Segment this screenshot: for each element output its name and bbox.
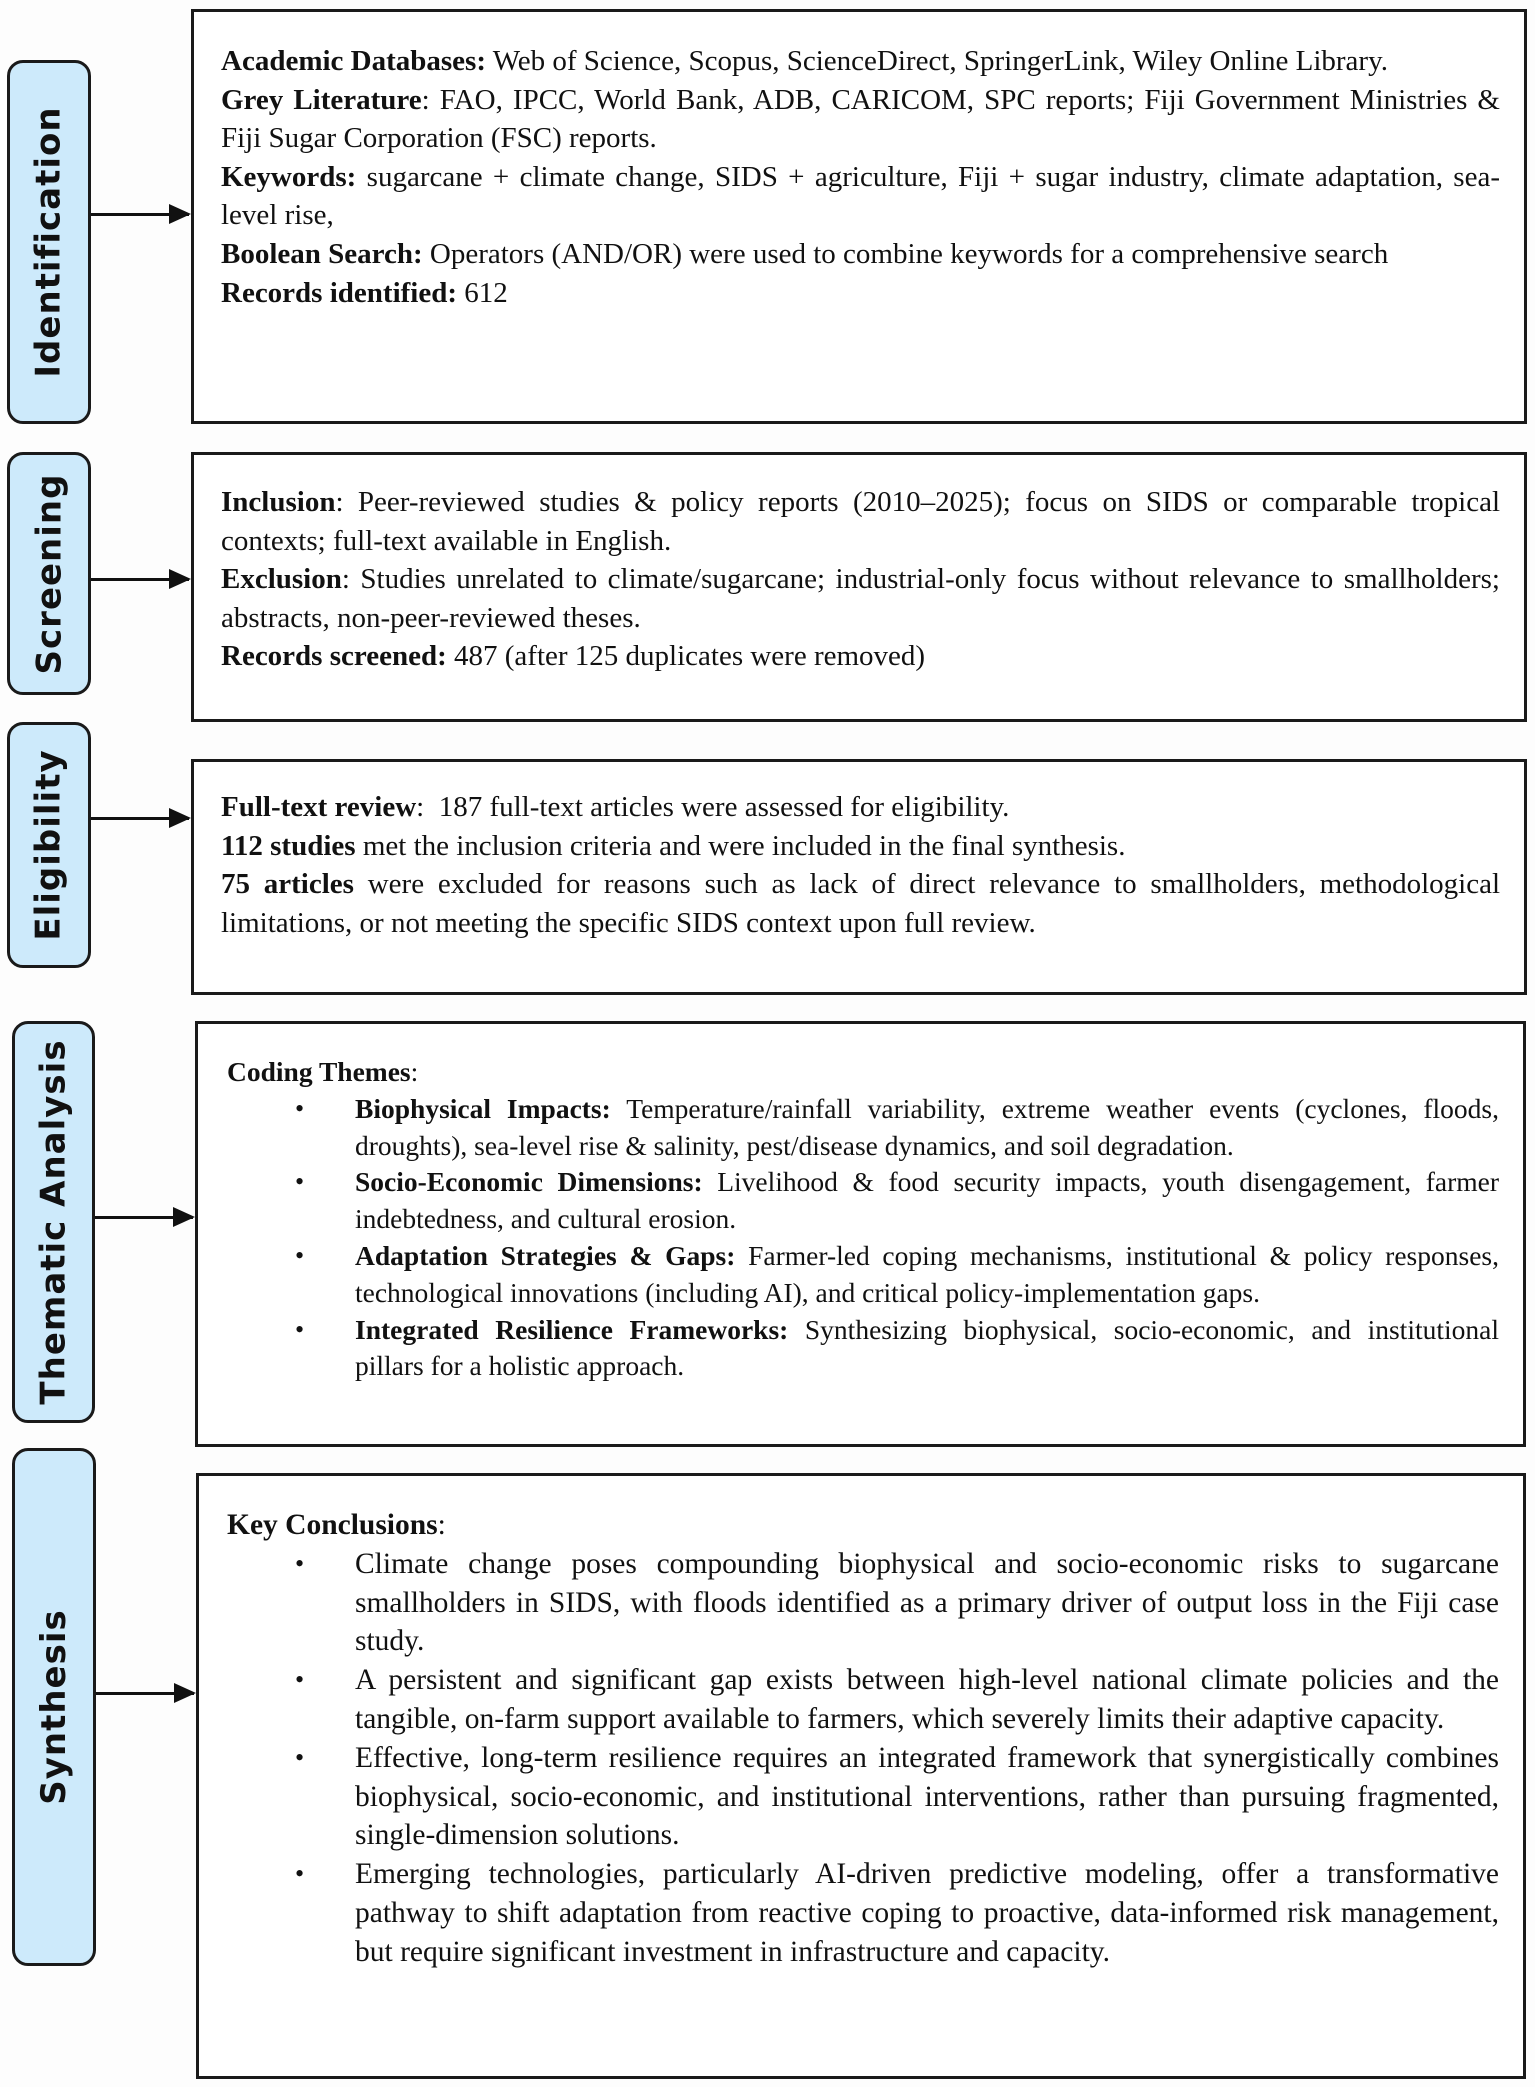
bullet-icon: • xyxy=(295,1665,305,1695)
exclusion-line: Exclusion: Studies unrelated to climate/sugarcane; industrial-only focus without relevance to smallholders; abstracts, non-peer-reviewed theses. xyxy=(221,563,1500,634)
stage-label-text: Identification xyxy=(29,106,69,378)
eligibility-box xyxy=(191,759,1527,995)
stage-label-text: Thematic Analysis xyxy=(33,1039,74,1405)
stage-label-screening xyxy=(7,452,91,695)
stage-label-identification xyxy=(7,60,91,424)
screening-box xyxy=(191,452,1527,722)
arrow-right-icon xyxy=(91,578,189,581)
arrow-right-icon xyxy=(96,1692,194,1695)
stage-label-eligibility xyxy=(7,722,91,968)
coding-themes-list xyxy=(227,1091,1499,1385)
arrow-right-icon xyxy=(91,817,189,820)
list-item: • A persistent and significant gap exists between high-level national climate policies and the tangible, on-farm support available to farmers, which severely limits their adaptive capacity. xyxy=(227,1661,1499,1739)
list-item: • Emerging technologies, particularly AI-driven predictive modeling, offer a transformative pathway to shift adaptation from reactive coping to proactive, data-informed risk management, but require significant investment in infrastructure and capacity. xyxy=(227,1855,1499,1971)
list-item: • Integrated Resilience Frameworks: Synthesizing biophysical, socio-economic, and institutional pillars for a holistic approach. xyxy=(295,1313,1499,1382)
stage-label-text: Screening xyxy=(29,473,69,674)
key-conclusions-heading: Key Conclusions: xyxy=(227,1509,446,1541)
bullet-icon: • xyxy=(295,1167,305,1197)
full-text-review-line: Full-text review: 187 full-text articles were assessed for eligibility. xyxy=(221,791,1010,823)
stage-label-text: Eligibility xyxy=(29,749,69,941)
arrow-right-icon xyxy=(91,213,189,216)
bullet-icon: • xyxy=(295,1093,305,1123)
list-item: • Biophysical Impacts: Temperature/rainfall variability, extreme weather events (cyclones, floods, droughts), sea-level rise & salinity, pest/disease dynamics, and soil degradation. xyxy=(295,1092,1500,1161)
stage-label-text: Synthesis xyxy=(34,1609,75,1805)
identification-box xyxy=(191,9,1527,424)
bullet-icon: • xyxy=(295,1742,305,1772)
keywords-line: Keywords: sugarcane + climate change, SIDS + agriculture, Fiji + sugar industry, climate adaptation, sea-level rise, xyxy=(221,160,1500,232)
stage-label-synthesis xyxy=(12,1448,96,1966)
list-item: • Socio-Economic Dimensions: Livelihood & food security impacts, youth disengagement, farmer indebtedness, and cultural erosion. xyxy=(295,1166,1499,1235)
grey-literature-line: Grey Literature: FAO, IPCC, World Bank, ADB, CARICOM, SPC reports; Fiji Government Ministries & Fiji Sugar Corporation (FSC) reports. xyxy=(221,83,1500,155)
coding-themes-heading: Coding Themes: xyxy=(227,1056,419,1087)
key-conclusions-list xyxy=(227,1545,1499,1972)
records-identified-line: Records identified: 612 xyxy=(221,276,508,309)
bullet-icon: • xyxy=(295,1240,305,1270)
excluded-articles-line: 75 articles were excluded for reasons such as lack of direct relevance to smallholders, methodological limitations, or not meeting the specific SIDS context upon full review. xyxy=(221,868,1501,939)
stage-label-thematic-analysis xyxy=(12,1021,95,1423)
arrow-right-icon xyxy=(95,1216,193,1219)
bullet-icon: • xyxy=(295,1859,305,1889)
bullet-icon: • xyxy=(295,1548,305,1578)
list-item: • Climate change poses compounding biophysical and socio-economic risks to sugarcane smallholders in SIDS, with floods identified as a primary driver of output loss in the Fiji case study. xyxy=(227,1545,1499,1661)
boolean-search-line: Boolean Search: Operators (AND/OR) were used to combine keywords for a comprehensive search xyxy=(221,237,1389,270)
bullet-icon: • xyxy=(295,1314,305,1344)
thematic-analysis-box xyxy=(195,1021,1526,1447)
academic-databases-line: Academic Databases: Web of Science, Scopus, ScienceDirect, SpringerLink, Wiley Online Library. xyxy=(221,45,1388,77)
records-screened-line: Records screened: 487 (after 125 duplicates were removed) xyxy=(221,640,926,673)
list-item: • Adaptation Strategies & Gaps: Farmer-led coping mechanisms, institutional & policy responses, technological innovations (including AI), and critical policy-implementation gaps. xyxy=(295,1239,1499,1308)
list-item: • Effective, long-term resilience requires an integrated framework that synergistically combines biophysical, socio-economic, and institutional interventions, rather than pursuing fragmented, single-dimension solutions. xyxy=(227,1739,1499,1855)
inclusion-line: Inclusion: Peer-reviewed studies & policy reports (2010–2025); focus on SIDS or comparable tropical contexts; full-text available in English. xyxy=(221,486,1500,557)
synthesis-box xyxy=(196,1473,1526,2079)
included-studies-line: 112 studies met the inclusion criteria and were included in the final synthesis. xyxy=(221,829,1126,862)
